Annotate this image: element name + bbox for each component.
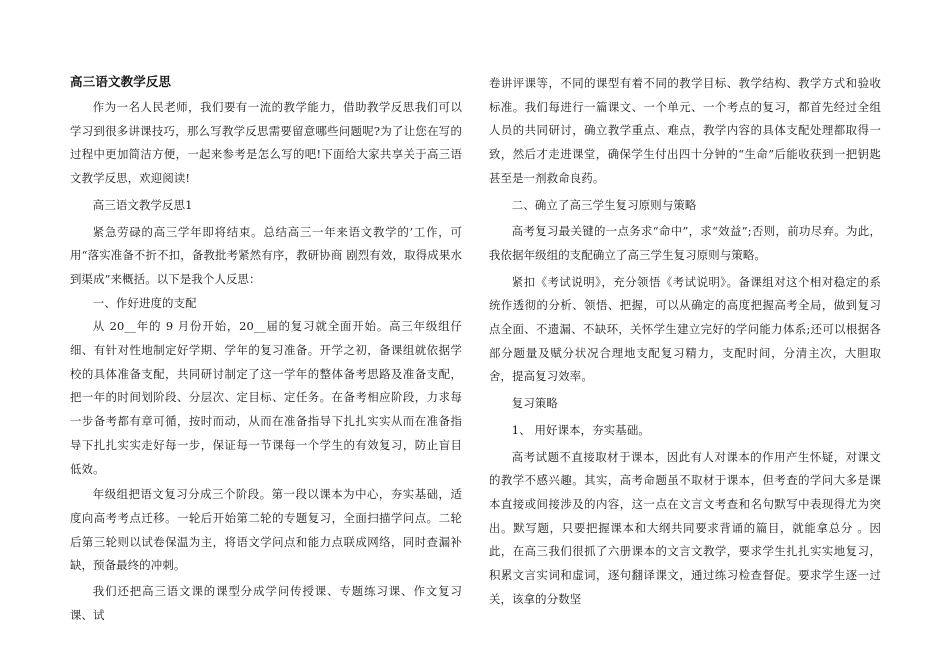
- principle-paragraph: 高考复习最关键的一点务求“命中”，求“效益”;否则，前功尽弃。为此，我依据年级组的支配确立了高三学生复习原则与策略。: [489, 224, 881, 262]
- strategy-item-1: 1、 用好课本，夯实基础。: [511, 422, 650, 437]
- summary-paragraph: 紧急劳碌的高三学年即将结束。总结高三一年来语文教学的’工作，可用“落实准备不折不扣，备教批考紧然有序，教研协商 剧烈有效，取得成果水到渠成”来概括。以下是我个人反思：: [70, 224, 462, 286]
- strategy-heading: 复习策略: [511, 396, 558, 411]
- continued-paragraph: 卷讲评课等，不同的课型有着不同的教学目标、教学结构、教学方式和验收标准。我们每进行一篇课文、一个单元、一个考点的复习，都首先经过全组人员的共同研讨，确立教学重点、难点，教学内容的具体支配处理都取得一致，然后才走进课堂，确保学生付出四十分钟的“生命”后能收获到一把钥匙甚至是一剂救命良药。: [489, 76, 881, 185]
- textbook-paragraph: 高考试题不直接取材于课本，因此有人对课本的作用产生怀疑，对课文的教学不感兴趣。其实，高考命题虽不取材于课本，但考查的学问大多是课本直接或间接涉及的内容，这一点在文言文考查和名句默写中表现得尤为突出。默写题，只要把握课本和大纲共同要求背诵的篇目，就能拿总分 。因此，在高三我们很抓了六册课本的文言文教学，要求学生扎扎实实地复习，积累文言实词和虚词，逐句翻译课文，通过练习检查督促。要求学生逐一过关，该拿的分数坚: [489, 449, 881, 606]
- schedule-paragraph: 从 20__年的 9 月份开始，20__届的复习就全面开始。高三年级组仔细、有针对性地制定好学期、学年的复习准备。开学之初，备课组就依据学校的具体准备支配，共同研讨制定了这一学年的整体备考思路及准备支配，把一年的时间划阶段、分层次、定目标、定任务。在备考相应阶段，力求每一步备考都有章可循，按时而动，从而在准备指导下扎扎实实从而在准备指导下扎扎实实走好每一步，保证每一节课每一个学生的有效复习，防止盲目低效。: [70, 319, 462, 476]
- exam-guide-paragraph: 紧扣《考试说明》，充分领悟《考试说明》。备课组对这个相对稳定的系统作透彻的分析、领悟、把握，可以从确定的高度把握高考全局，做到复习点全面、不遗漏、不缺环，关怀学生建立完好的学问能力体系;还可以根据各部分题量及赋分状况合理地支配复习精力，支配时间，分清主次，大胆取舍，提高复习效率。: [489, 274, 881, 384]
- document-title: 高三语文教学反思: [70, 74, 172, 89]
- three-stages-paragraph: 年级组把语文复习分成三个阶段。第一段以课本为中心，夯实基础，适度向高考考点迁移。一轮后开始第二轮的专题复习，全面扫描学问点。二轮后第三轮则以试卷保温为主，将语文学问点和能力点联成网络，同时查漏补缺，预备最终的冲刺。: [70, 487, 462, 573]
- right-column: [489, 72, 881, 611]
- section-heading-2: 二、确立了高三学生复习原则与策略: [511, 197, 697, 212]
- lesson-types-paragraph: 我们还把高三语文课的课型分成学问传授课、专题练习课、作文复习课、试: [70, 584, 462, 622]
- reflection-subtitle: 高三语文教学反思1: [92, 197, 193, 212]
- section-heading-1: 一、作好进度的支配: [92, 295, 197, 310]
- intro-paragraph: 作为一名人民老师，我们要有一流的教学能力，借助教学反思我们可以学习到很多讲课技巧，那么写教学反思需要留意哪些问题呢?为了让您在写的过程中更加简洁方便，一起来参考是怎么写的吧!下面给大家共享关于高三语文教学反思，欢迎阅读!: [70, 100, 462, 186]
- left-column: [70, 72, 462, 627]
